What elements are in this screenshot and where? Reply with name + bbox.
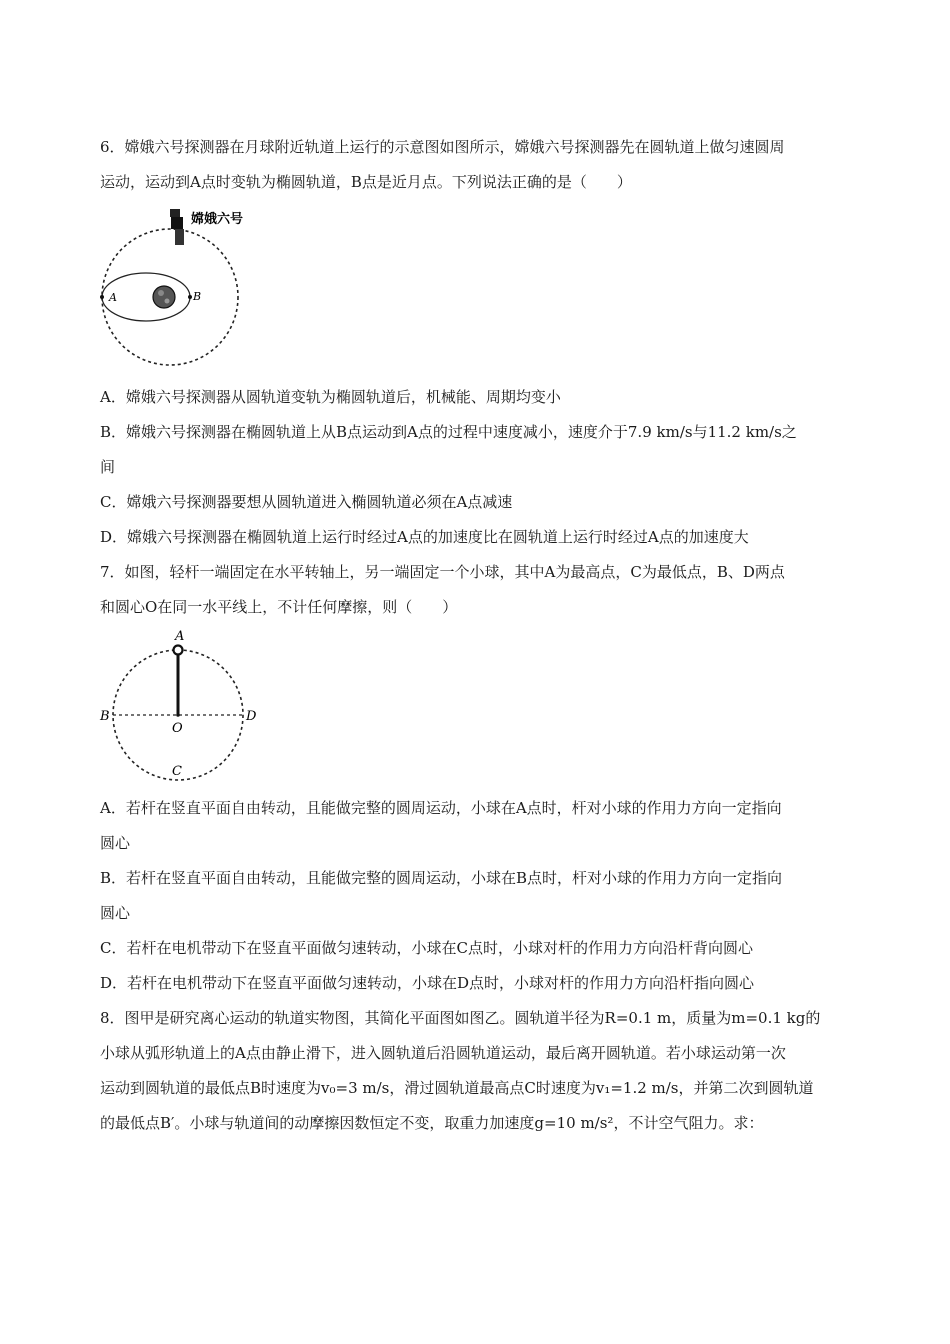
q6-option-b-line2: 间 [100,458,116,476]
q7-option-b-line2: 圆心 [100,904,131,922]
q7-option-c: C．若杆在电机带动下在竖直平面做匀速转动，小球在C点时，小球对杆的作用力方向沿杆背向圆心 [100,939,753,957]
moon-icon [153,286,175,308]
q6-stem-line1: 6．嫦娥六号探测器在月球附近轨道上运行的示意图如图所示，嫦娥六号探测器先在圆轨道上做匀速圆周 [100,138,785,156]
point-b-marker [188,295,192,299]
point-a-label: A [109,291,117,304]
q7-option-d: D．若杆在电机带动下在竖直平面做匀速转动，小球在D点时，小球对杆的作用力方向沿杆指向圆心 [100,974,755,992]
q6-option-b-line1: B．嫦娥六号探测器在椭圆轨道上从B点运动到A点的过程中速度减小，速度介于7.9 km/s与11.2 km/s之 [100,423,797,441]
q7-option-b-line1: B．若杆在竖直平面自由转动，且能做完整的圆周运动，小球在B点时，杆对小球的作用力方向一定指向 [100,869,783,887]
point-c-label: C [172,764,182,779]
point-o-label: O [172,721,183,736]
q6-orbit-diagram [95,200,255,375]
point-a-label: A [175,629,185,644]
probe-label: 嫦娥六号 [191,212,244,227]
q7-stem-line1: 7．如图，轻杆一端固定在水平转轴上，另一端固定一个小球，其中A为最高点，C为最低点，B、D两点 [100,563,785,581]
q7-rod-diagram [95,625,265,785]
q7-option-a-line1: A．若杆在竖直平面自由转动，且能做完整的圆周运动，小球在A点时，杆对小球的作用力方向一定指向 [100,799,782,817]
q8-line4: 的最低点B′。小球与轨道间的动摩擦因数恒定不变，取重力加速度g=10 m/s²，不计空气阻力。求： [100,1114,764,1132]
q8-line2: 小球从弧形轨道上的A点由静止滑下，进入圆轨道后沿圆轨道运动，最后离开圆轨道。若小球运动第一次 [100,1044,786,1062]
point-a-marker [100,295,104,299]
q6-option-d: D．嫦娥六号探测器在椭圆轨道上运行时经过A点的加速度比在圆轨道上运行时经过A点的加速度大 [100,528,749,546]
ball-icon [174,646,183,655]
pivot-point [176,713,180,717]
q6-option-a: A．嫦娥六号探测器从圆轨道变轨为椭圆轨道后，机械能、周期均变小 [100,388,561,406]
q6-option-c: C．嫦娥六号探测器要想从圆轨道进入椭圆轨道必须在A点减速 [100,493,513,511]
q8-line1: 8．图甲是研究离心运动的轨道实物图，其简化平面图如图乙。圆轨道半径为R=0.1 m，质量为m=0.1 kg的 [100,1009,821,1027]
point-b-label: B [193,290,202,303]
q6-stem-line2: 运动，运动到A点时变轨为椭圆轨道，B点是近月点。下列说法正确的是（ ） [100,173,632,191]
point-d-label: D [246,709,257,724]
q7-stem-line2: 和圆心O在同一水平线上，不计任何摩擦，则（ ） [100,598,458,616]
point-b-label: B [100,709,110,724]
probe-icon [170,209,184,245]
q8-line3: 运动到圆轨道的最低点B时速度为v₀=3 m/s，滑过圆轨道最高点C时速度为v₁=1.2 m/s，并第二次到圆轨道 [100,1079,814,1097]
q7-option-a-line2: 圆心 [100,834,131,852]
